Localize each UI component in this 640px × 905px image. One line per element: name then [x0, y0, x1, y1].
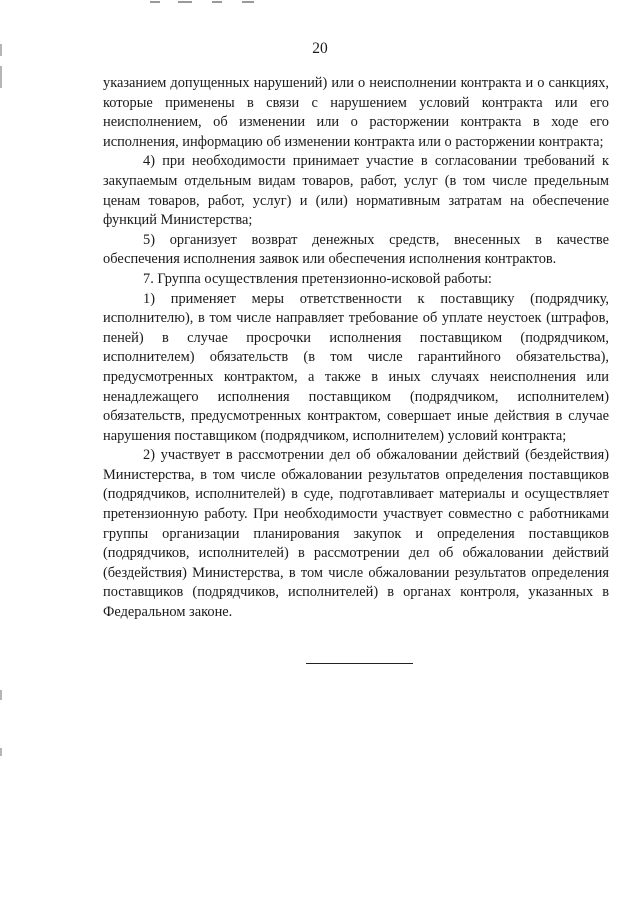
scan-mark — [242, 1, 254, 3]
paragraph-item-5: 5) организует возврат денежных средств, внесенных в качестве обеспечения исполнения заявок или обеспечения исполнения контрактов. — [103, 231, 609, 268]
scan-mark — [212, 1, 222, 3]
page-number: 20 — [312, 40, 328, 57]
paragraph-section-7-heading: 7. Группа осуществления претензионно-исковой работы: — [143, 270, 492, 287]
scan-mark — [150, 1, 160, 3]
scan-mark — [178, 1, 192, 3]
scan-edge-mark — [0, 690, 2, 700]
scan-marks — [150, 0, 270, 4]
paragraph-continuation: указанием допущенных нарушений) или о неисполнении контракта и о санкциях, которые применены в связи с нарушением условий контракта или его неисполнением, об изменении или о расторжении контракта в ходе его исполнения, информацию об изменении контракта или о расторжении контракта; — [103, 75, 609, 150]
paragraph-section-7-item-1: 1) применяет меры ответственности к поставщику (подрядчику, исполнителю), в том числе направляет требование об уплате неустоек (штрафов, пеней) в случае просрочки исполнения поставщиком (подрядчиком, исполнителем) обязательств (в том числе гарантийного обязательства), предусмотренных контрактом, а также в иных случаях неисполнения или ненадлежащего исполнения поставщиком (подрядчиком, исполнителем) обязательств, предусмотренных контрактом, совершает иные действия в случае нарушения поставщиком (подрядчиком, исполнителем) условий контракта; — [103, 290, 609, 444]
end-separator-line — [306, 663, 413, 664]
scan-edge-mark — [0, 66, 2, 88]
paragraph-item-4: 4) при необходимости принимает участие в согласовании требований к закупаемым отдельным видам товаров, работ, услуг (в том числе предельным ценам товаров, работ, услуг) и (или) нормативным затратам на обеспечение функций Министерства; — [103, 153, 609, 229]
scan-edge-mark — [0, 748, 2, 756]
document-body — [103, 74, 609, 623]
paragraph-section-7-item-2: 2) участвует в рассмотрении дел об обжаловании действий (бездействия) Министерства, в том числе обжаловании результатов определения поставщиков (подрядчиков, исполнителей) в суде, подготавливает материалы и осуществляет претензионную работу. При необходимости участвует совместно с работниками группы организации планирования закупок и определения поставщиков (подрядчиков, исполнителей) в рассмотрении дел об обжаловании действий (бездействия) Министерства, в том числе обжаловании результатов определения поставщиков (подрядчиков, исполнителей) в органах контроля, указанных в Федеральном законе. — [103, 447, 609, 621]
